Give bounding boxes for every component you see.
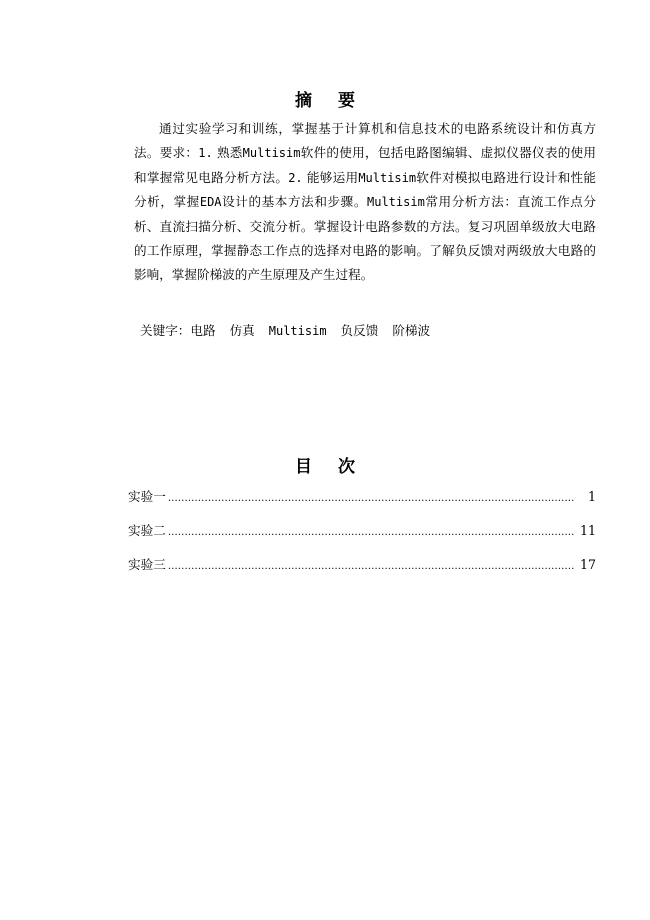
keyword-item: 负反馈: [340, 323, 379, 338]
toc-entry-label: 实验一: [128, 489, 166, 504]
toc-entry[interactable]: [128, 520, 596, 554]
abstract-title: 摘要: [295, 91, 381, 111]
keyword-item: 仿真: [229, 323, 255, 338]
toc-title: 目次: [295, 457, 381, 477]
toc-dot-leader: [168, 557, 574, 572]
abstract-text-segment: EDA: [199, 195, 222, 210]
keyword-item: 电路: [190, 323, 216, 338]
toc-dot-leader: [168, 489, 574, 504]
abstract-text-segment: 设计的基本方法和步骤。: [221, 194, 367, 210]
abstract-text-segment: Multisim: [242, 146, 301, 161]
abstract-text-segment: 熟悉: [212, 145, 243, 161]
table-of-contents: [128, 486, 596, 588]
toc-entry[interactable]: [128, 486, 596, 520]
toc-dot-leader: [168, 523, 574, 538]
abstract-text-segment: 软件对模拟电路进行设计和性能分析，掌握: [134, 169, 596, 210]
toc-entry-label: 实验二: [128, 523, 166, 538]
toc-entry-page: 1: [587, 489, 596, 504]
abstract-text-segment: 能够运用: [302, 169, 359, 185]
abstract-text-segment: 通过实验学习和训练，掌握基于计算机和信息技术的电路系统设计和仿真方法。要求：: [134, 121, 596, 161]
abstract-text-segment: 1.: [198, 146, 213, 161]
abstract-text-segment: Multisim: [367, 195, 425, 210]
toc-entry-page: 11: [579, 523, 596, 538]
abstract-text-segment: Multisim: [358, 170, 417, 185]
abstract-text-segment: 软件的使用，包括电路图编辑、虚拟仪器仪表的使用和掌握常见电路分析方法。: [134, 145, 597, 185]
abstract-text-segment: 2.: [288, 170, 303, 185]
keywords-line: [140, 320, 444, 339]
toc-entry-label: 实验三: [128, 557, 166, 572]
toc-entry-page: 17: [579, 557, 596, 572]
keyword-item: 阶梯波: [392, 323, 431, 338]
keywords-label: 关键字：: [140, 323, 191, 338]
abstract-paragraph: [134, 117, 596, 288]
abstract-text-segment: 常用分析方法：直流工作点分析、直流扫描分析、交流分析。掌握设计电路参数的方法。复习巩固单级放大电路的工作原理，掌握静态工作点的选择对电路的影响。了解负反馈对两级放大电路的影响，掌握阶梯波的产生原理及产生过程。: [134, 194, 597, 283]
toc-entry[interactable]: [128, 554, 596, 588]
keyword-item: Multisim: [268, 324, 327, 338]
